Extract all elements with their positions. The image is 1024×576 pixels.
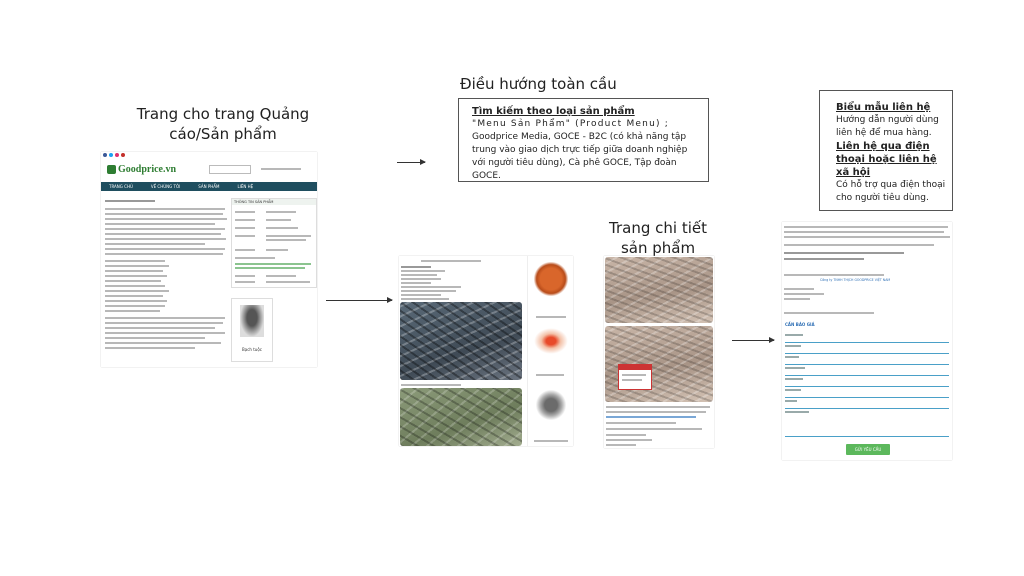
octopus-small-image [536,390,566,420]
thumbnail-ad-page [101,152,317,367]
crab-image [534,262,568,296]
listing-sidebar [527,256,573,446]
thumb-nav-item: SẢN PHẨM [198,184,220,189]
thumb-product-info: THÔNG TIN SẢN PHẨM [231,198,317,288]
green-shrimp-image [400,388,522,446]
goodprice-logo: Goodprice.vn [107,162,176,176]
thumbnail-contact-form [782,222,952,460]
thumbnail-product-detail [604,256,714,448]
contact-box-heading-form: Biểu mẫu liên hệ [836,102,931,113]
step-label-product-detail: Trang chi tiết sản phẩm [609,219,707,257]
arrow-ad-to-nav [397,162,425,163]
step-label-global-nav: Điều hướng toàn cầu [460,75,617,93]
squid-image [534,328,568,354]
nav-box-heading: Tìm kiếm theo loại sản phẩm [472,106,635,117]
nav-box-menu-line: "Menu Sản Phẩm" (Product Menu) ; [472,119,669,129]
thumb-nav-item: LIÊN HỆ [237,184,254,189]
contact-box [819,90,953,211]
octopus-image [240,305,264,337]
thumb-product-card: Bạch tuộc [231,298,273,362]
contact-box-text-phone: Có hỗ trợ qua điện thoại cho người tiêu dùng. [836,180,946,203]
goodprice-package-label [618,364,652,390]
submit-quote-button: GỬI YÊU CẦU [846,444,890,455]
thumbnail-product-listing [399,256,573,446]
thumb-nav-item: TRANG CHỦ [109,184,133,189]
thumb-nav-bar [101,182,317,191]
top-social-bar [101,152,317,158]
contact-box-heading-phone: Liên hệ qua điện thoại hoặc liên hệ xã hội [836,141,937,178]
contact-box-text-form: Hướng dẫn người dùng liên hệ để mua hàng. [836,115,939,138]
global-nav-box [458,98,709,182]
nav-box-body: Goodprice Media, GOCE - B2C (có khả năng tập trung vào giao dịch trực tiếp giữa doanh nghiệp với người tiêu dùng), Cà phê GOCE, Tập đoàn GOCE. [472,132,688,181]
step-label-ad-page: Trang cho trang Quảng cáo/Sản phẩm [136,105,310,143]
tiger-prawn-image [400,302,522,380]
raw-shrimp-image-top [605,257,713,323]
arrow-ad-to-listing [326,300,392,301]
logo-mark-icon [107,165,116,174]
thumb-nav-item: VỀ CHÚNG TÔI [150,184,181,189]
thumb-search-box [209,165,251,174]
form-heading: CẦN BÁO GIÁ [785,322,815,327]
company-line: Công ty TNHH THỊCH GOODPRICE VIỆT NAM [820,278,891,282]
arrow-detail-to-contact [732,340,774,341]
